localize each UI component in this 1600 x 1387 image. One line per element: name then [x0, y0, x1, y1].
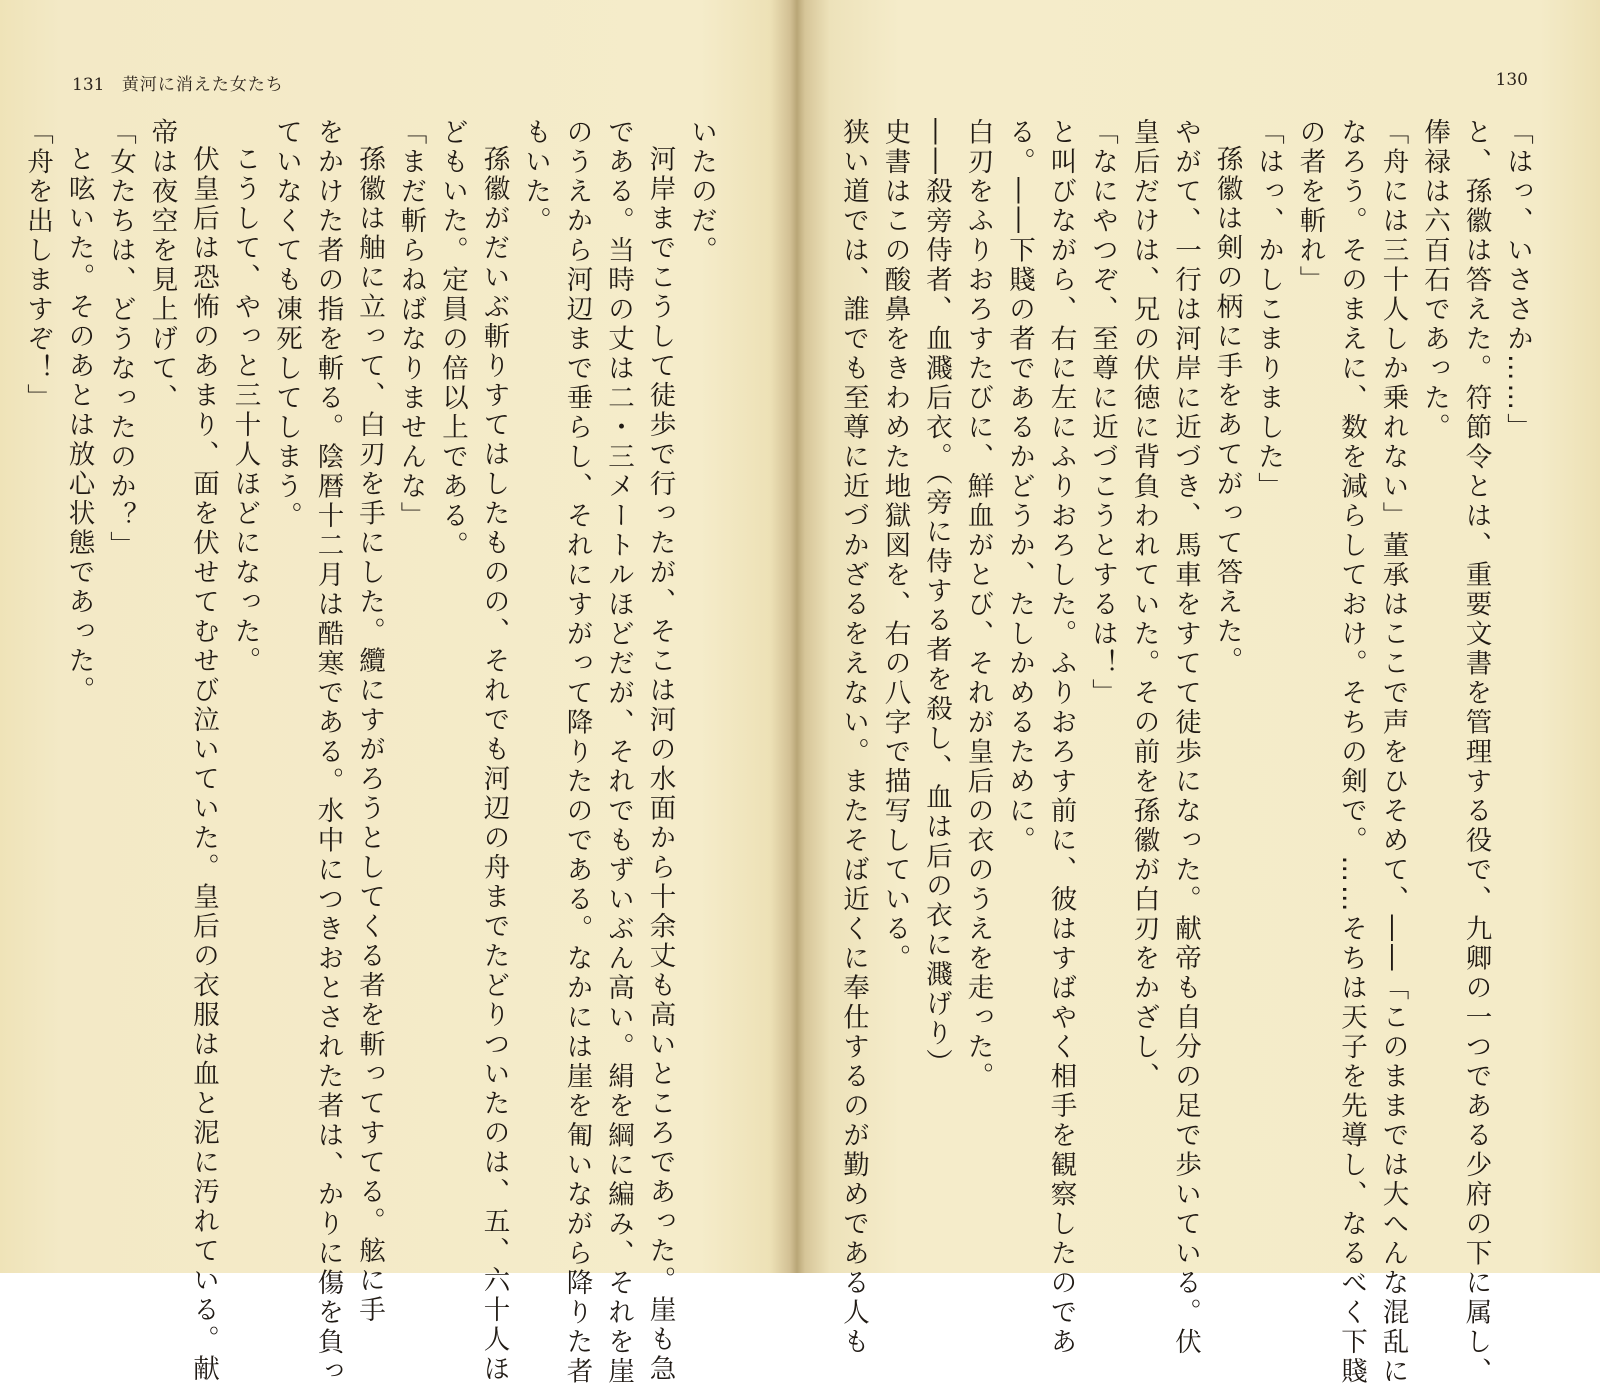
text-line: なろう。そのまえに、数を減らしておけ。そちの剣で。……そちは天子を先導し、なるべく下賤 [1336, 118, 1367, 1387]
text-line: ていなくても凍死してしまう。 [271, 118, 302, 531]
text-line: 俸禄は六百石であった。 [1419, 118, 1450, 443]
text-line: 「まだ斬らねばなりませんな」 [395, 118, 427, 531]
text-line: いたのだ。 [686, 118, 717, 266]
text-line: る。――下賤の者であるかどうか、たしかめるために。 [1004, 118, 1035, 856]
text-line: と呟いた。そのあとは放心状態であった。 [63, 144, 95, 705]
text-line: の者を斬れ」 [1294, 118, 1326, 295]
text-line: と叫びながら、右に左にふりおろした。ふりおろす前に、彼はすばやく相手を観察したのであ [1045, 118, 1077, 1357]
text-line: 白刃をふりおろすたびに、鮮血がとび、それが皇后の衣のうえを走った。 [962, 118, 994, 1092]
text-line: ――殺旁侍者、血濺后衣。（旁に侍する者を殺し、血は后の衣に濺げり） [921, 118, 952, 1079]
right-page-number: 130 [1495, 70, 1528, 90]
right-page-body [838, 118, 1538, 1387]
text-line: 「はっ、かしこまりました」 [1253, 118, 1284, 502]
text-line: である。当時の丈は二・三メートルほどだが、それでもずいぶん高い。絹を綱に編み、それを崖 [603, 118, 634, 1387]
text-line: どもいた。定員の倍以上である。 [437, 118, 468, 561]
text-line: もいた。 [520, 118, 551, 236]
text-line: 孫徽は舳に立って、白刃を手にした。纜にすがろうとしてくる者を斬ってすてる。舷に手 [354, 144, 385, 1325]
text-line: 史書はこの酸鼻をきわめた地獄図を、右の八字で描写している。 [879, 118, 911, 974]
right-page-header [1496, 70, 1528, 90]
right-page [800, 0, 1600, 1387]
left-page [0, 0, 795, 1387]
text-line: 「はっ、いささか……」 [1502, 118, 1533, 443]
left-page-body [22, 118, 722, 1387]
text-line: のうえから河辺まで垂らし、それにすがって降りたのである。なかには崖を匍いながら降りた者 [561, 118, 593, 1387]
text-line: こうして、やっと三十人ほどになった。 [229, 144, 261, 676]
text-line: 「女たちは、どうなったのか？」 [105, 118, 136, 561]
text-line: 孫徽は剣の柄に手をあてがって答えた。 [1211, 144, 1243, 676]
text-line: 河岸までこうして徒歩で行ったが、そこは河の水面から十余丈も高いところであった。崖も急 [644, 144, 676, 1384]
text-line: 狭い道では、誰でも至尊に近づかざるをえない。またそば近くに奉仕するのが勤めである人も [838, 118, 869, 1357]
text-line: と、孫徽は答えた。符節令とは、重要文書を管理する役で、九卿の一つである少府の下に属し、 [1460, 118, 1492, 1387]
text-line: 「舟には三十人しか乗れない」董承はここで声をひそめて、――「このままでは大へんな混乱に [1377, 118, 1409, 1387]
text-line: 帝は夜空を見上げて、 [146, 118, 178, 413]
chapter-title: 黄河に消えた女たち [121, 75, 284, 95]
text-line: 伏皇后は恐怖のあまり、面を伏せてむせび泣いていた。皇后の衣服は血と泥に汚れている。献 [188, 144, 219, 1384]
text-line: 孫徽がだいぶ斬りすてはしたものの、それでも河辺の舟までたどりついたのは、五、六十人ほ [478, 144, 510, 1384]
text-line: をかけた者の指を斬る。陰暦十二月は酷寒である。水中につきおとされた者は、かりに傷を負っ [312, 118, 344, 1387]
text-line: 「舟を出しますぞ！」 [22, 118, 53, 413]
left-page-header [72, 70, 284, 95]
left-page-number: 131 [72, 75, 105, 95]
text-line: 皇后だけは、兄の伏徳に背負われていた。その前を孫徽が白刃をかざし、 [1128, 118, 1160, 1092]
text-line: やがて、一行は河岸に近づき、馬車をすてて徒歩になった。献帝も自分の足で歩いている。伏 [1170, 118, 1201, 1357]
text-line: 「なにやつぞ、至尊に近づこうとするは！」 [1087, 118, 1118, 708]
